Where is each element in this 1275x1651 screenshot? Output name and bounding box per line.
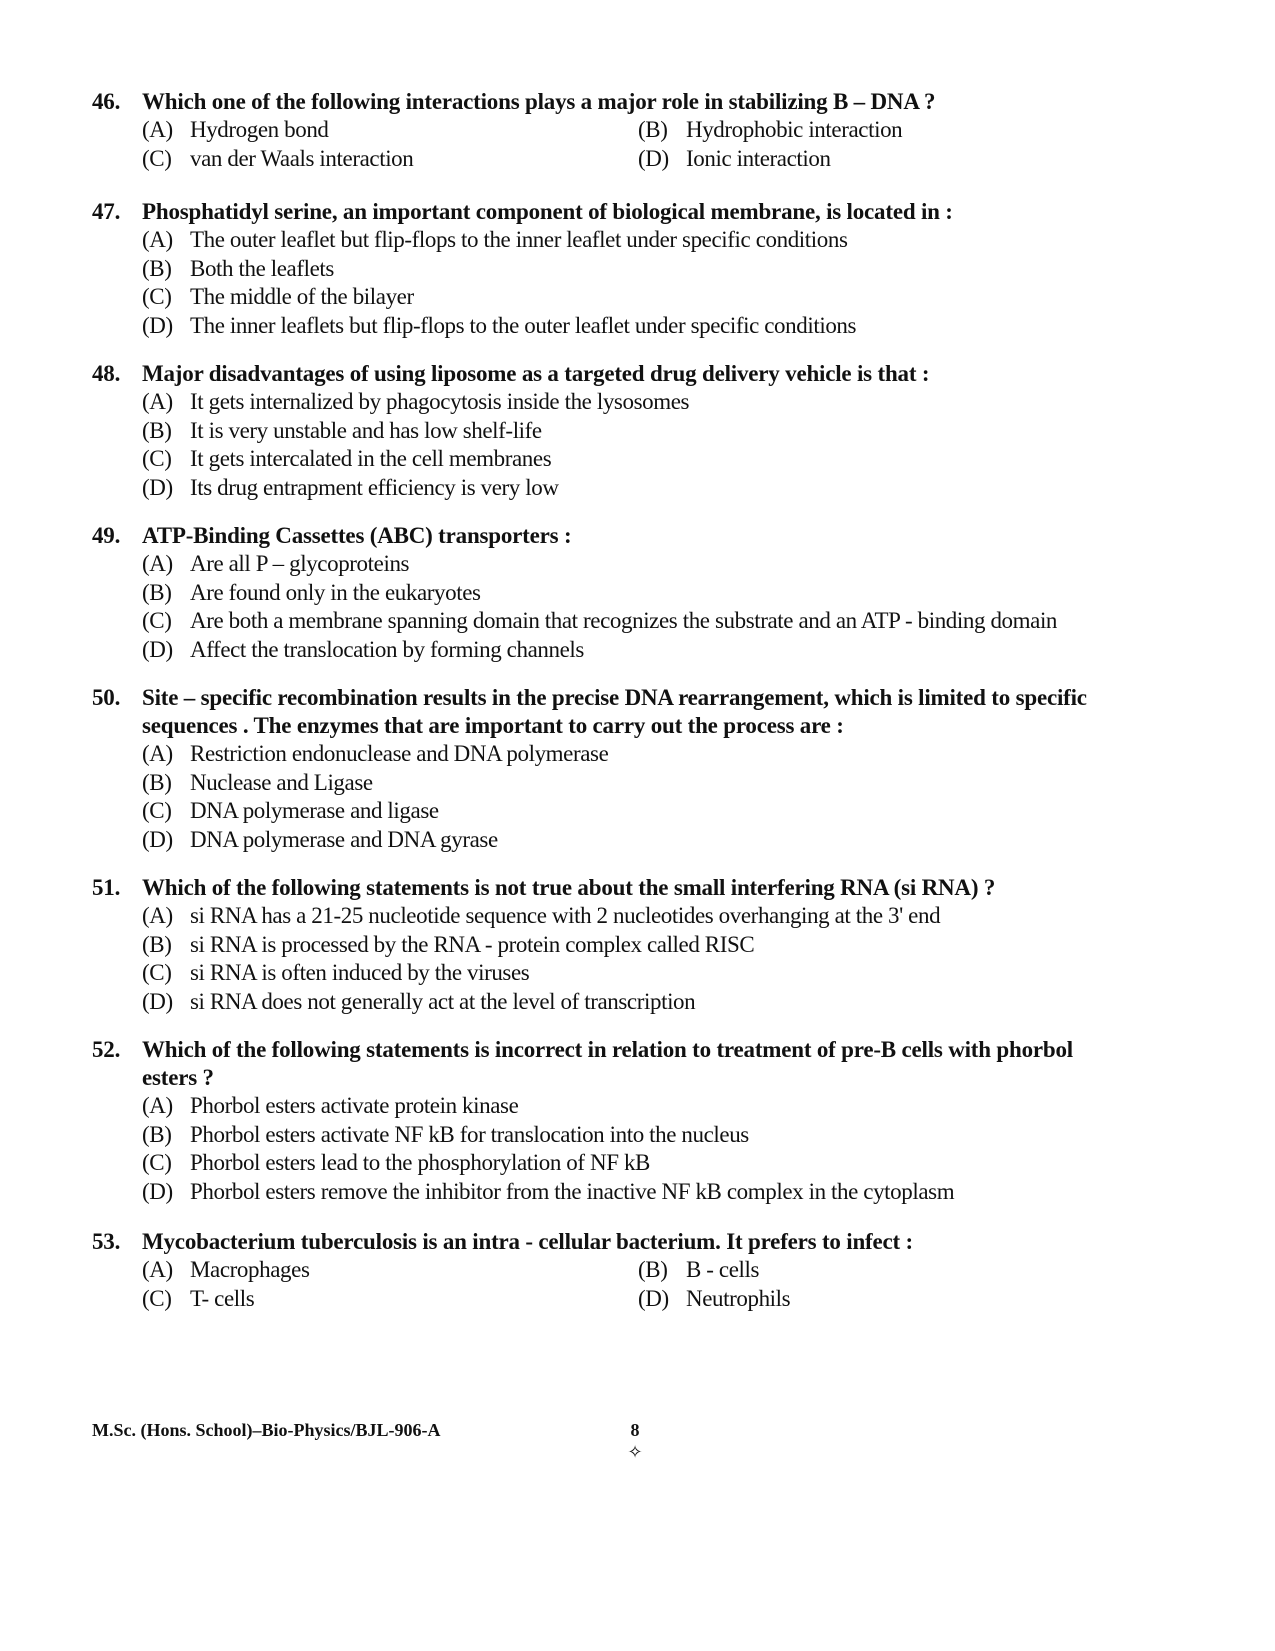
question-text: Which of the following statements is incorrect in relation to treatment of pre-B cells with phorbol esters ?	[142, 1037, 1073, 1090]
question-stem	[92, 522, 1102, 550]
option-c	[142, 445, 1102, 474]
option-key: (C)	[142, 1285, 172, 1311]
question-number: 52.	[92, 1037, 121, 1062]
option-key: (A)	[142, 1257, 173, 1282]
option-d	[638, 1285, 1088, 1314]
option-d	[142, 826, 1102, 855]
option-key: (A)	[142, 1093, 173, 1118]
options-list	[142, 1092, 1102, 1206]
question-text: Phosphatidyl serine, an important component of biological membrane, is located in :	[142, 199, 953, 224]
options-list	[142, 1256, 1102, 1313]
ornament-icon: ✧	[627, 1442, 643, 1462]
option-key: (D)	[142, 636, 173, 662]
question-51	[92, 874, 1102, 1016]
options-list	[142, 740, 1102, 854]
options-list	[142, 388, 1102, 502]
question-number: 49.	[92, 523, 121, 548]
question-stem	[92, 684, 1102, 740]
option-text: The middle of the bilayer	[190, 284, 414, 309]
option-b	[142, 417, 1102, 446]
option-text: Restriction endonuclease and DNA polymerase	[190, 741, 609, 766]
option-key: (A)	[142, 741, 173, 766]
option-text: si RNA has a 21-25 nucleotide sequence with 2 nucleotides overhanging at the 3' end	[190, 903, 941, 928]
option-c	[142, 1149, 1102, 1178]
option-text: si RNA does not generally act at the level of transcription	[190, 988, 696, 1014]
option-key: (B)	[142, 1121, 172, 1147]
question-stem	[92, 360, 1102, 388]
option-text: Hydrogen bond	[190, 117, 329, 142]
option-text: DNA polymerase and ligase	[190, 798, 439, 823]
option-key: (D)	[142, 1178, 173, 1204]
question-text: Which of the following statements is not true about the small interfering RNA (si RNA) ?	[142, 875, 996, 900]
options-list	[142, 116, 1102, 173]
question-text: Site – specific recombination results in the precise DNA rearrangement, which is limited to specific sequences . The enzymes that are important to carry out the process are :	[142, 685, 1087, 738]
question-stem	[92, 874, 1102, 902]
question-48	[92, 360, 1102, 502]
question-text: Major disadvantages of using liposome as a targeted drug delivery vehicle is that :	[142, 361, 930, 386]
option-key: (D)	[142, 826, 173, 852]
option-text: Phorbol esters lead to the phosphorylation of NF kB	[190, 1150, 650, 1175]
option-d	[142, 1178, 1102, 1207]
option-text: Ionic interaction	[686, 145, 831, 171]
question-50	[92, 684, 1102, 854]
option-text: si RNA is processed by the RNA - protein complex called RISC	[190, 931, 755, 957]
option-text: It gets internalized by phagocytosis inside the lysosomes	[190, 389, 690, 414]
option-key: (B)	[142, 769, 172, 795]
option-text: Phorbol esters activate protein kinase	[190, 1093, 519, 1118]
option-a	[142, 1092, 1102, 1121]
option-b	[142, 1121, 1102, 1150]
option-text: Phorbol esters activate NF kB for translocation into the nucleus	[190, 1121, 749, 1147]
option-text: Are both a membrane spanning domain that recognizes the substrate and an ATP - binding domain	[190, 608, 1058, 633]
option-key: (A)	[142, 227, 173, 252]
option-a	[142, 388, 1102, 417]
option-c	[142, 797, 1102, 826]
option-text: Neutrophils	[686, 1285, 791, 1311]
page-number: 8	[630, 1420, 640, 1440]
question-number: 46.	[92, 89, 121, 114]
option-key: (C)	[142, 1150, 172, 1175]
option-key: (B)	[142, 931, 172, 957]
question-46	[92, 88, 1102, 173]
option-text: The outer leaflet but flip-flops to the inner leaflet under specific conditions	[190, 227, 848, 252]
option-text: It is very unstable and has low shelf-life	[190, 417, 542, 443]
question-53	[92, 1228, 1102, 1313]
question-stem	[92, 1036, 1102, 1092]
question-stem	[92, 88, 1102, 116]
option-key: (C)	[142, 284, 172, 309]
option-c	[142, 1285, 638, 1314]
option-d	[142, 312, 1102, 341]
option-key: (C)	[142, 608, 172, 633]
option-text: T- cells	[190, 1285, 255, 1311]
question-number: 53.	[92, 1229, 121, 1254]
option-text: si RNA is often induced by the viruses	[190, 960, 530, 985]
option-text: It gets intercalated in the cell membranes	[190, 446, 552, 471]
option-a	[142, 1256, 638, 1285]
question-49	[92, 522, 1102, 664]
option-key: (A)	[142, 389, 173, 414]
option-text: The inner leaflets but flip-flops to the outer leaflet under specific conditions	[190, 312, 857, 338]
question-stem	[92, 1228, 1102, 1256]
option-key: (A)	[142, 117, 173, 142]
question-47	[92, 198, 1102, 340]
option-text: Macrophages	[190, 1257, 310, 1282]
option-key: (D)	[142, 312, 173, 338]
options-list	[142, 550, 1102, 664]
option-a	[142, 116, 638, 145]
option-key: (B)	[142, 579, 172, 605]
option-key: (B)	[142, 417, 172, 443]
paper-code: M.Sc. (Hons. School)–Bio-Physics/BJL-906-A	[92, 1420, 441, 1440]
question-number: 47.	[92, 199, 121, 224]
options-list	[142, 226, 1102, 340]
option-text: van der Waals interaction	[190, 145, 414, 171]
option-key: (A)	[142, 551, 173, 576]
option-c	[142, 959, 1102, 988]
option-a	[142, 902, 1102, 931]
option-b	[142, 931, 1102, 960]
option-key: (B)	[638, 117, 668, 142]
option-d	[142, 636, 1102, 665]
option-key: (D)	[142, 474, 173, 500]
question-text: Which one of the following interactions plays a major role in stabilizing B – DNA ?	[142, 89, 936, 114]
option-text: Hydrophobic interaction	[686, 117, 903, 142]
option-key: (A)	[142, 903, 173, 928]
option-text: B - cells	[686, 1257, 760, 1282]
option-text: Phorbol esters remove the inhibitor from the inactive NF kB complex in the cytoplasm	[190, 1178, 955, 1204]
question-number: 51.	[92, 875, 121, 900]
option-text: DNA polymerase and DNA gyrase	[190, 826, 498, 852]
option-d	[142, 474, 1102, 503]
option-key: (B)	[638, 1257, 668, 1282]
option-text: Nuclease and Ligase	[190, 769, 373, 795]
question-number: 48.	[92, 361, 121, 386]
question-52	[92, 1036, 1102, 1206]
option-d	[638, 145, 1088, 174]
question-text: ATP-Binding Cassettes (ABC) transporters :	[142, 523, 572, 548]
option-d	[142, 988, 1102, 1017]
option-a	[142, 740, 1102, 769]
option-text: Are all P – glycoproteins	[190, 551, 410, 576]
option-b	[142, 579, 1102, 608]
option-key: (D)	[638, 145, 669, 171]
option-b	[142, 769, 1102, 798]
option-key: (B)	[142, 255, 172, 281]
option-text: Both the leaflets	[190, 255, 334, 281]
option-text: Affect the translocation by forming channels	[190, 636, 584, 662]
option-text: Its drug entrapment efficiency is very low	[190, 474, 559, 500]
option-c	[142, 607, 1102, 636]
option-key: (C)	[142, 960, 172, 985]
question-text: Mycobacterium tuberculosis is an intra - cellular bacterium. It prefers to infect :	[142, 1229, 914, 1254]
option-a	[142, 550, 1102, 579]
option-b	[638, 116, 1088, 145]
option-b	[638, 1256, 1088, 1285]
option-a	[142, 226, 1102, 255]
option-b	[142, 255, 1102, 284]
option-key: (C)	[142, 798, 172, 823]
option-key: (C)	[142, 145, 172, 171]
option-key: (C)	[142, 446, 172, 471]
question-number: 50.	[92, 685, 121, 710]
question-stem	[92, 198, 1102, 226]
option-text: Are found only in the eukaryotes	[190, 579, 481, 605]
option-key: (D)	[142, 988, 173, 1014]
option-c	[142, 145, 638, 174]
option-c	[142, 283, 1102, 312]
option-key: (D)	[638, 1285, 669, 1311]
options-list	[142, 902, 1102, 1016]
